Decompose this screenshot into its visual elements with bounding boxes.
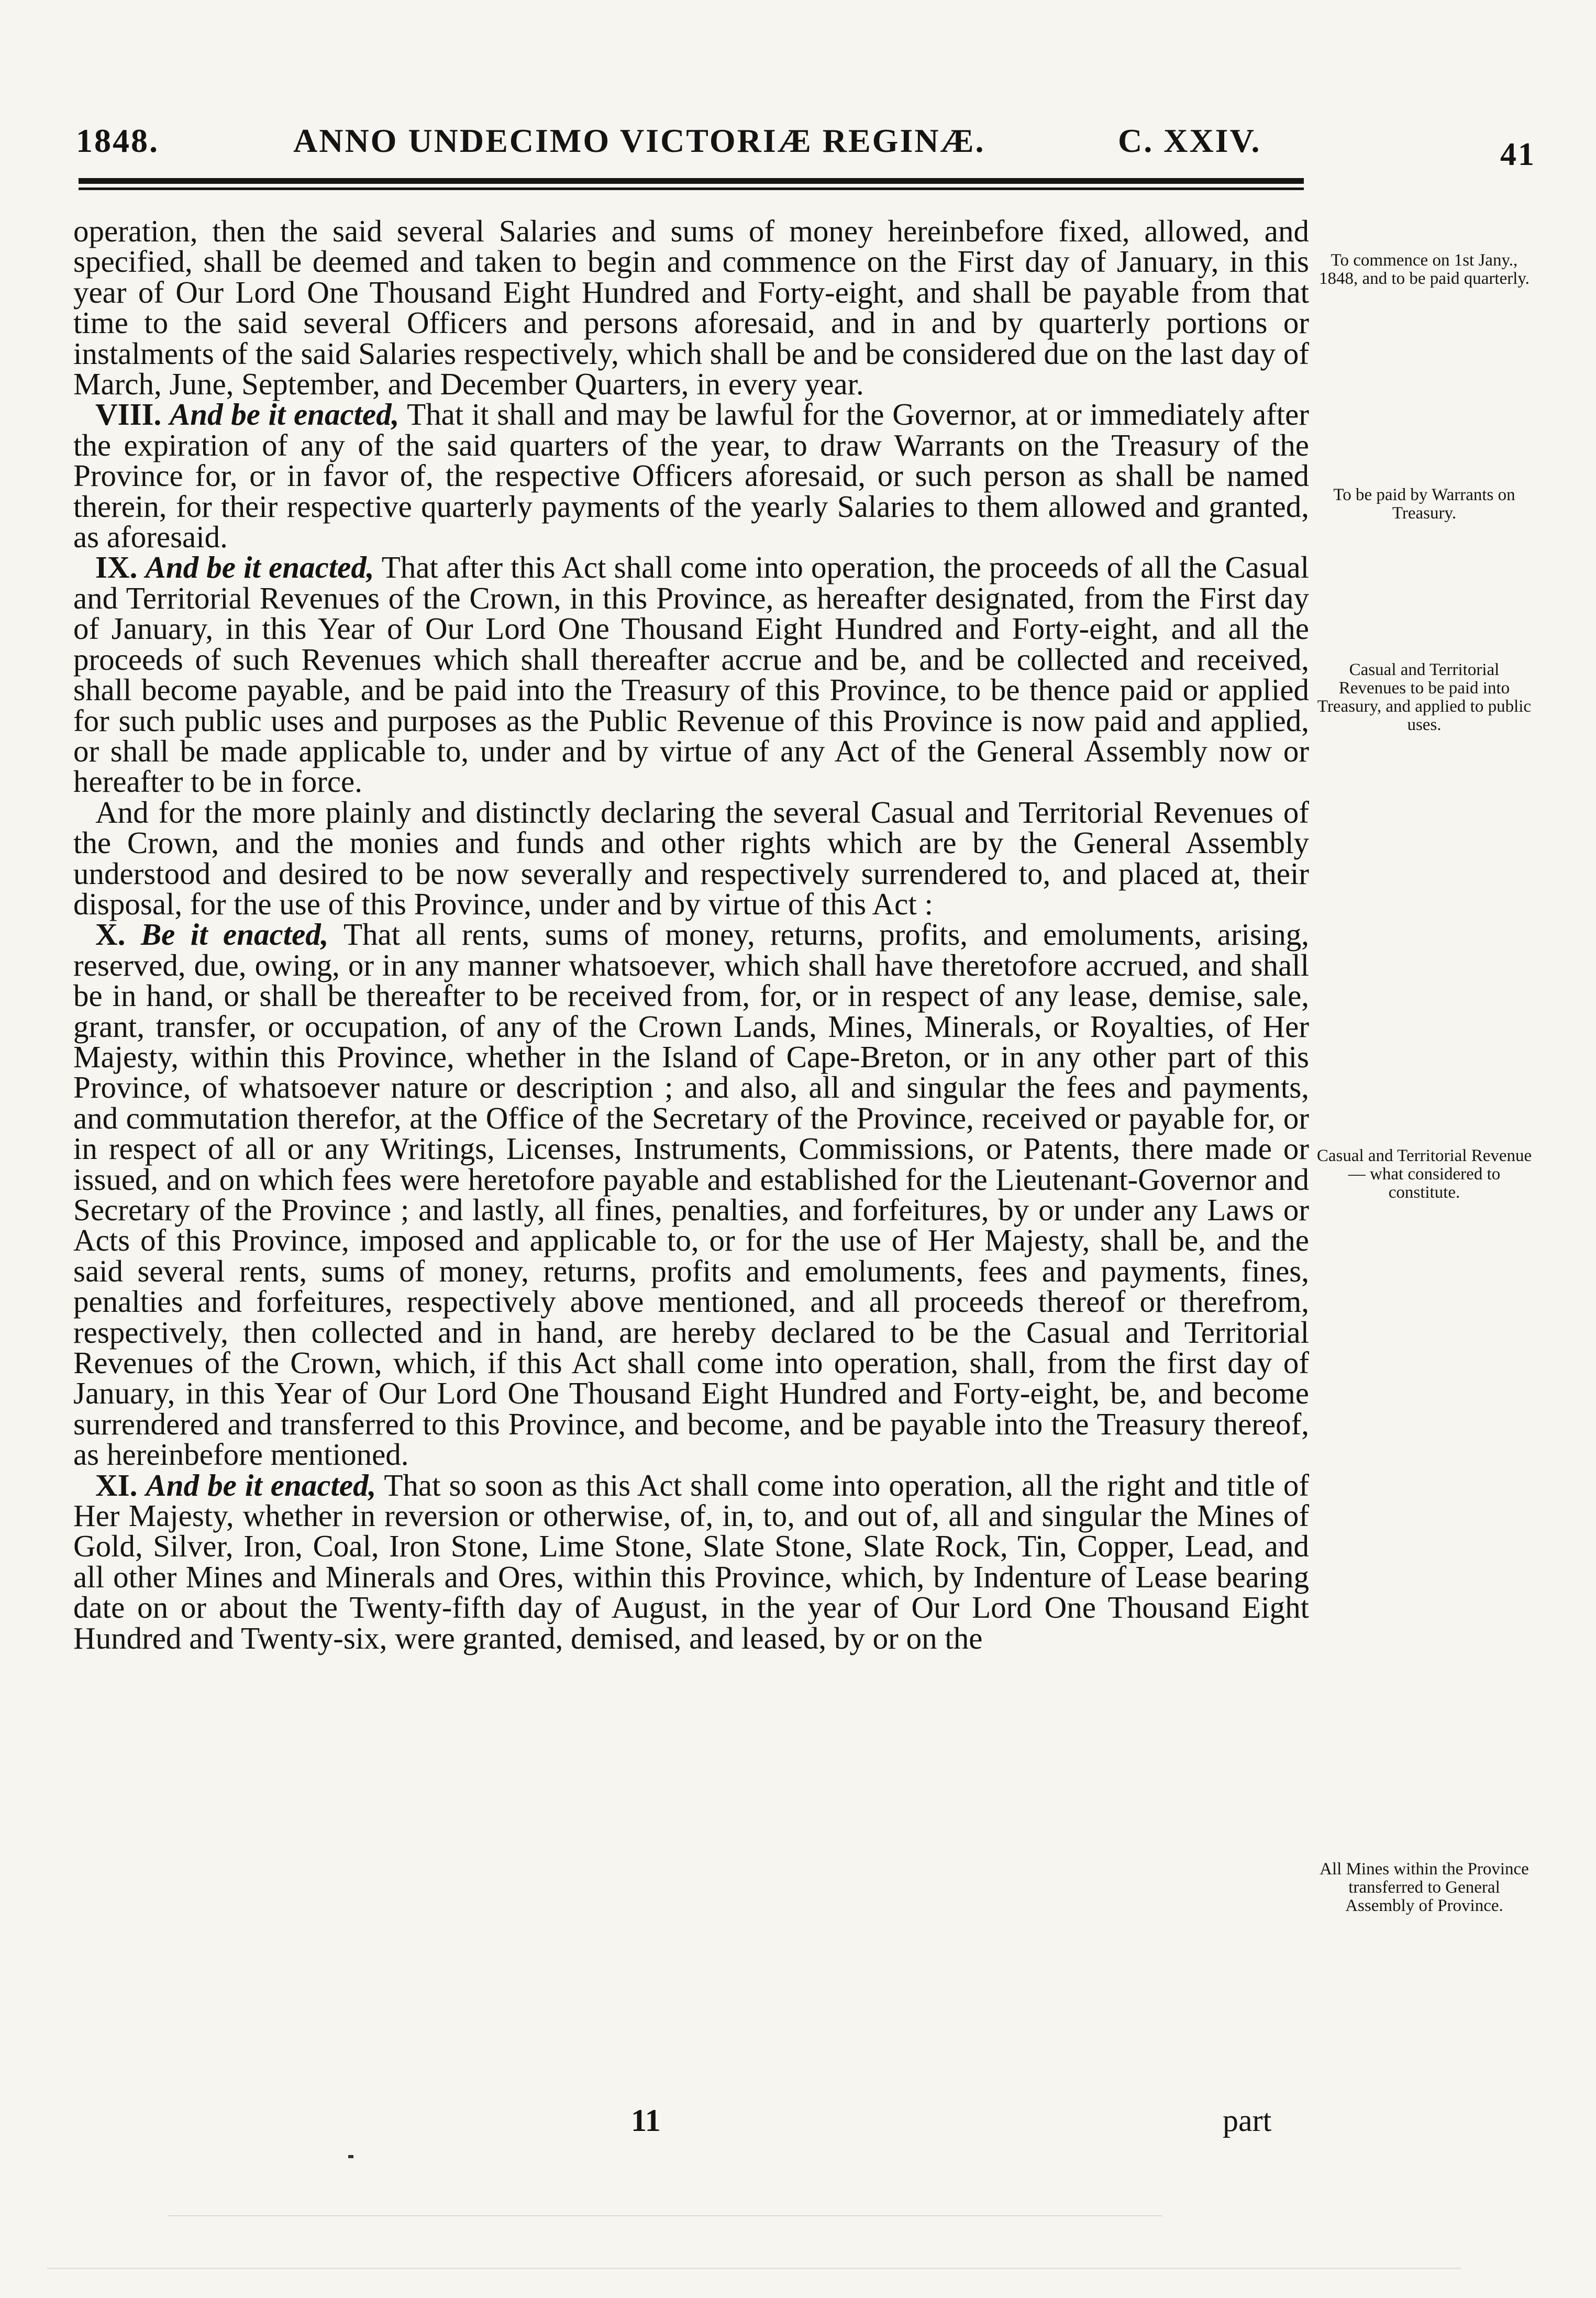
header-year: 1848. <box>76 122 159 159</box>
section-number: IX. <box>95 550 138 585</box>
scan-noise <box>47 2268 1461 2269</box>
print-mark <box>348 2155 353 2158</box>
section-number: X. <box>95 917 126 952</box>
enacting-clause: And be it enacted, <box>145 550 374 585</box>
section-number: VIII. <box>95 397 162 432</box>
margin-note: To commence on 1st Jany., 1848, and to be paid quarterly. <box>1319 251 1529 288</box>
header-rule-thick <box>79 178 1304 184</box>
section-xi <box>73 1467 1310 1655</box>
page-number: 41 <box>1500 137 1536 172</box>
section-text: That it shall and may be lawful for the Governor, at or immediately after the expiration of any of the said quarters of the year, to draw Warrants on the Treasury of the Province for, or in favor of, the respective Officers aforesaid, or such person as shall be named therein, for their respective quarterly payments of the yearly Salaries to them allowed and granted, as aforesaid. <box>73 397 1310 555</box>
signature-mark: 11 <box>631 2103 661 2138</box>
running-header <box>76 121 1537 179</box>
section-ix <box>73 552 1309 797</box>
section-number: XI. <box>95 1467 138 1502</box>
section-viii <box>73 397 1310 555</box>
section-continuation <box>73 214 1309 402</box>
margin-note: To be paid by Warrants on Treasury. <box>1333 485 1515 523</box>
catchword: part <box>1223 2103 1272 2138</box>
section-text: operation, then the said several Salaries and sums of money hereinbefore fixed, allowed, and specified, shall be deemed and taken to begin and commence on the First day of January, in this year of Our Lord One Thousand Eight Hundred and Forty-eight, and shall be payable from that time to the said several Officers and persons aforesaid, and in and by quarterly portions or instalments of the said Salaries respectively, which shall be and be considered due on the last day of March, June, September, and December Quarters, in every year. <box>73 214 1309 402</box>
margin-note: All Mines within the Province transferred to General Assembly of Province. <box>1320 1860 1529 1915</box>
section-x <box>73 919 1309 1470</box>
body-text <box>73 216 1309 1653</box>
section-text: That so soon as this Act shall come into operation, all the right and title of Her Majesty, whether in reversion or otherwise, of, in, to, and out of, all and singular the Mines of Gold, Silver, Iron, Coal, Iron Stone, Lime Stone, Slate Stone, Slate Rock, Tin, Copper, Lead, and all other Mines and Minerals and Ores, within this Province, which, by Indenture of Lease bearing date on or about the Twenty-fifth day of August, in the year of Our Lord One Thousand Eight Hundred and Twenty-six, were granted, demised, and leased, by or on the <box>73 1467 1310 1655</box>
section-text: And for the more plainly and distinctly declaring the several Casual and Territorial Revenues of the Crown, and the monies and funds and other rights which are by the General Assembly understood and desired to be now severally and respectively surrendered to, and placed at, their disposal, for the use of this Province, under and by virtue of this Act : <box>73 794 1309 921</box>
margin-note: Casual and Territorial Revenue— what considered to constitute. <box>1316 1146 1532 1202</box>
header-chapter: C. XXIV. <box>1118 122 1261 159</box>
header-title: ANNO UNDECIMO VICTORIÆ REGINÆ. <box>293 122 985 159</box>
header-rule-thin <box>79 187 1304 190</box>
margin-note: Casual and Territorial Revenues to be paid into Treasury, and applied to public uses. <box>1317 660 1532 734</box>
section-text: That all rents, sums of money, returns, profits, and emoluments, arising, reserved, due, owing, or in any manner whatsoever, which shall have theretofore accrued, and shall be in hand, or shall be thereafter to be received from, for, or in respect of any lease, demise, sale, grant, transfer, or occupation, of any of the Crown Lands, Mines, Minerals, or Royalties, of Her Majesty, within this Province, whether in the Island of Cape-Breton, or in any other part of this Province, of whatsoever nature or description ; and also, all and singular the fees and payments, and commutation therefor, at the Office of the Secretary of the Province, received or payable for, or in respect of all or any Writings, Licenses, Instruments, Commissions, or Patents, there made or issued, and on which fees were heretofore payable and established for the Lieutenant-Governor and Secretary of the Province ; and lastly, all fines, penalties, and forfeitures, by or under any Laws or Acts of this Province, imposed and applicable to, or for the use of Her Majesty, shall be, and the said several rents, sums of money, returns, profits and emoluments, fees and payments, fines, penalties and forfeitures, respectively above mentioned, and all proceeds thereof or therefrom, respectively, then collected and in hand, are hereby declared to be the Casual and Territorial Revenues of the Crown, which, if this Act shall come into operation, shall, from the first day of January, in this Year of Our Lord One Thousand Eight Hundred and Forty-eight, be, and become surrendered and transferred to this Province, and become, and be payable into the Treasury thereof, as hereinbefore mentioned. <box>73 917 1310 1472</box>
section-text: That after this Act shall come into operation, the proceeds of all the Casual and Territorial Revenues of the Crown, in this Province, as hereafter designated, from the First day of January, in this Year of Our Lord One Thousand Eight Hundred and Forty-eight, and all the proceeds of such Revenues which shall thereafter accrue and be, and be collected and received, shall become payable, and be paid into the Treasury of this Province, to be thence paid or applied for such public uses and purposes as the Public Revenue of this Province is now paid and applied, or shall be made applicable to, under and by virtue of any Act of the General Assembly now or hereafter to be in force. <box>73 550 1310 799</box>
preamble-paragraph <box>73 794 1309 921</box>
enacting-clause: Be it enacted, <box>140 917 329 952</box>
enacting-clause: And be it enacted, <box>169 397 400 432</box>
enacting-clause: And be it enacted, <box>146 1467 376 1502</box>
scan-noise <box>168 2215 1162 2216</box>
